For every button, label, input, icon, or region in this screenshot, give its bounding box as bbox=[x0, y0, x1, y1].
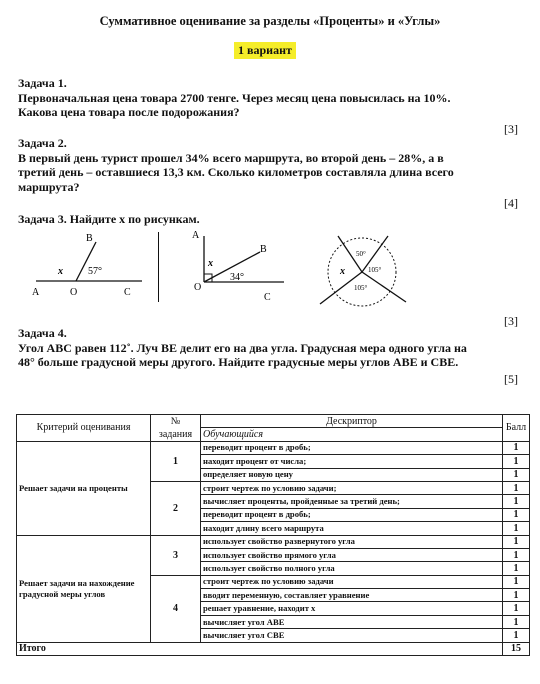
task-number-1: 1 bbox=[151, 441, 201, 481]
descriptor-score: 1 bbox=[503, 535, 530, 548]
task-4-line-2: 48° больше градусной меры другого. Найдите градусные меры углов ABE и CBE. bbox=[18, 355, 459, 369]
task-number-3: 3 bbox=[151, 535, 201, 575]
task-3-title: Задача 3. Найдите x по рисункам. bbox=[18, 212, 200, 226]
task-1-points: [3] bbox=[504, 122, 518, 136]
task-2-title: Задача 2. bbox=[18, 136, 67, 150]
task-1-line-1: Первоначальная цена товара 2700 тенге. Через месяц цена повысилась на 10%. bbox=[18, 90, 451, 105]
fig1-label-a: A bbox=[32, 287, 40, 298]
fig3-angle-bottom: 105° bbox=[354, 284, 368, 292]
task-4-points: [5] bbox=[504, 372, 518, 386]
fig1-label-o: O bbox=[70, 287, 78, 298]
descriptor: вычисляет угол CBE bbox=[201, 629, 503, 642]
descriptor-score: 1 bbox=[503, 468, 530, 481]
task-1-title: Задача 1. bbox=[18, 76, 67, 90]
descriptor-score: 1 bbox=[503, 481, 530, 494]
descriptor: переводит процент в дробь; bbox=[201, 508, 503, 521]
header-score: Балл bbox=[503, 415, 530, 442]
descriptor-score: 1 bbox=[503, 508, 530, 521]
criterion-percent: Решает задачи на проценты bbox=[17, 441, 151, 535]
descriptor: решает уравнение, находит x bbox=[201, 602, 503, 615]
descriptor: находит процент от числа; bbox=[201, 455, 503, 468]
task-1 bbox=[18, 76, 498, 120]
task-number-4: 4 bbox=[151, 575, 201, 642]
fig2-label-b: B bbox=[260, 244, 267, 255]
descriptor-score: 1 bbox=[503, 455, 530, 468]
header-descriptor: Дескриптор bbox=[201, 415, 503, 428]
task-4-line-1: Угол ABC равен 112˚. Луч BE делит его на два угла. Градусная мера одного угла на bbox=[18, 340, 467, 355]
table-row bbox=[17, 535, 530, 548]
fig1-label-angle: 57° bbox=[88, 266, 102, 277]
total-score: 15 bbox=[503, 642, 530, 655]
header-task-no-2: задания bbox=[151, 428, 201, 441]
header-criterion: Критерий оценивания bbox=[17, 415, 151, 442]
descriptor-score: 1 bbox=[503, 522, 530, 535]
fig3-angle-top: 50° bbox=[356, 250, 366, 258]
figure-2 bbox=[188, 228, 288, 304]
descriptor-score: 1 bbox=[503, 495, 530, 508]
total-label: Итого bbox=[17, 642, 503, 655]
descriptor: использует свойство развернутого угла bbox=[201, 535, 503, 548]
descriptor: вычисляет угол ABE bbox=[201, 615, 503, 628]
total-row bbox=[17, 642, 530, 655]
table-header-row bbox=[17, 415, 530, 428]
criterion-angles: Решает задачи на нахождение градусной меры углов bbox=[17, 535, 151, 642]
descriptor-score: 1 bbox=[503, 548, 530, 561]
descriptor-score: 1 bbox=[503, 602, 530, 615]
descriptor: определяет новую цену bbox=[201, 468, 503, 481]
task-2-line-3: маршрута? bbox=[18, 179, 80, 194]
descriptor: вычисляет проценты, пройденные за третий день; bbox=[201, 495, 503, 508]
figure-1 bbox=[28, 228, 148, 300]
fig1-label-c: C bbox=[124, 287, 131, 298]
descriptor-score: 1 bbox=[503, 615, 530, 628]
task-2-points: [4] bbox=[504, 196, 518, 210]
fig1-label-b: B bbox=[86, 233, 93, 244]
fig2-label-c: C bbox=[264, 292, 271, 303]
fig2-label-x: x bbox=[208, 258, 213, 269]
descriptor: вводит переменную, составляет уравнение bbox=[201, 589, 503, 602]
header-task-no: № bbox=[151, 415, 201, 428]
task-number-2: 2 bbox=[151, 481, 201, 535]
descriptor: строит чертеж по условию задачи; bbox=[201, 481, 503, 494]
table-row bbox=[17, 441, 530, 454]
task-3-points: [3] bbox=[504, 314, 518, 328]
figure-divider bbox=[158, 232, 159, 302]
descriptor-score: 1 bbox=[503, 575, 530, 588]
task-4-title: Задача 4. bbox=[18, 326, 67, 340]
descriptor-score: 1 bbox=[503, 562, 530, 575]
descriptor-score: 1 bbox=[503, 441, 530, 454]
descriptor: строит чертеж по условию задачи bbox=[201, 575, 503, 588]
descriptor-score: 1 bbox=[503, 589, 530, 602]
descriptor: использует свойство прямого угла bbox=[201, 548, 503, 561]
task-4 bbox=[18, 326, 518, 370]
figure-3 bbox=[316, 232, 408, 310]
descriptor: переводит процент в дробь; bbox=[201, 441, 503, 454]
descriptor-score: 1 bbox=[503, 629, 530, 642]
fig2-label-angle: 34° bbox=[230, 272, 244, 283]
task-1-line-2: Какова цена товара после подорожания? bbox=[18, 105, 240, 119]
task-2-line-1: В первый день турист прошел 34% всего маршрута, во второй день – 28%, а в bbox=[18, 150, 444, 165]
fig2-label-a: A bbox=[192, 230, 200, 241]
descriptor: использует свойство полного угла bbox=[201, 562, 503, 575]
descriptor: находит длину всего маршрута bbox=[201, 522, 503, 535]
page-title: Суммативное оценивание за разделы «Проценты» и «Углы» bbox=[99, 14, 441, 28]
header-learner: Обучающийся bbox=[201, 428, 503, 441]
task-2 bbox=[18, 136, 498, 194]
fig3-label-x: x bbox=[340, 266, 345, 277]
criteria-table bbox=[16, 414, 530, 656]
task-2-line-2: третий день – оставшиеся 13,3 км. Сколько километров составляла длина всего bbox=[18, 165, 454, 179]
fig2-label-o: O bbox=[194, 282, 202, 293]
fig1-label-x: x bbox=[58, 266, 63, 277]
fig3-angle-right: 105° bbox=[368, 266, 382, 274]
variant-badge: 1 вариант bbox=[234, 42, 296, 59]
